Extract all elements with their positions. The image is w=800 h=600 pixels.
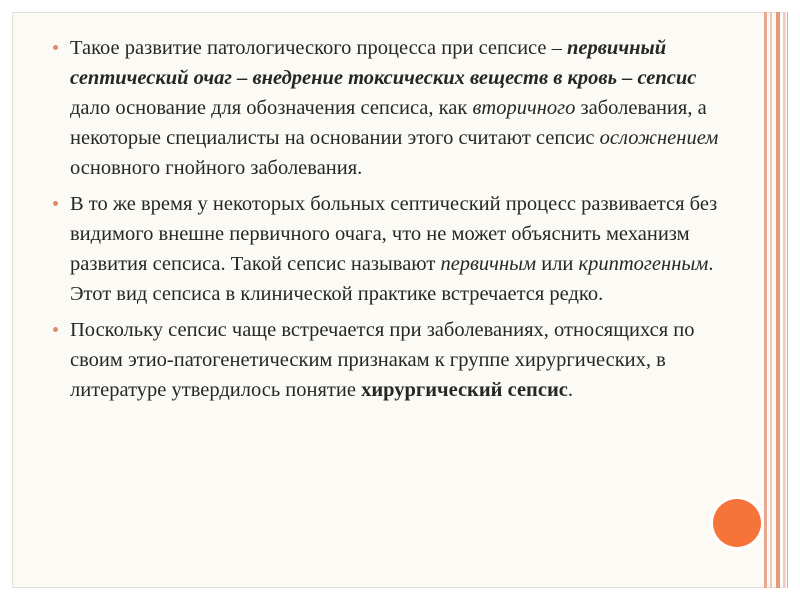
text-run: или: [536, 253, 579, 275]
text-run: дало основание для обозначения сепсиса, как: [70, 97, 473, 119]
border-stripe: [770, 12, 772, 588]
text-run: .: [567, 379, 574, 401]
emphasis-bold-italic: первичный септический очаг – внедрение токсических веществ в кровь – сепсис: [70, 37, 697, 89]
emphasis-bold: хирургический сепсис: [361, 379, 568, 401]
emphasis-italic: осложнением: [599, 127, 719, 149]
text-run: заболевания, а некоторые специалисты на основании этого считают сепсис: [70, 97, 707, 149]
border-stripe: [787, 12, 788, 588]
emphasis-italic: криптогенным: [578, 253, 709, 275]
bullet-icon: [53, 201, 58, 206]
border-stripe: [764, 12, 767, 588]
bullet-icon: [53, 45, 58, 50]
text-run: основного гнойного заболевания.: [70, 157, 363, 179]
slide-body: [50, 33, 738, 411]
text-run: . Этот вид сепсиса в клинической практике встречается редко.: [70, 253, 714, 305]
text-run: В то же время у некоторых больных септический процесс развивается без видимого внешне первичного очага, что не может объяснить механизм развития сепсиса. Такой сепсис называют: [70, 193, 718, 275]
bullet-paragraph-3: [50, 315, 738, 405]
bullet-icon: [53, 327, 58, 332]
emphasis-italic: вторичного: [472, 97, 576, 119]
bullet-paragraph-1: [50, 33, 738, 183]
emphasis-italic: первичным: [440, 253, 537, 275]
bullet-paragraph-2: [50, 189, 738, 309]
text-run: Поскольку сепсис чаще встречается при заболеваниях, относящихся по своим этио-патогенетическим признакам к группе хирургических, в литературе утвердилось понятие: [70, 319, 695, 401]
border-stripe: [776, 12, 780, 588]
orange-circle-decoration: [713, 499, 761, 547]
border-stripe: [783, 12, 785, 588]
text-run: Такое развитие патологического процесса при сепсисе –: [70, 37, 568, 59]
